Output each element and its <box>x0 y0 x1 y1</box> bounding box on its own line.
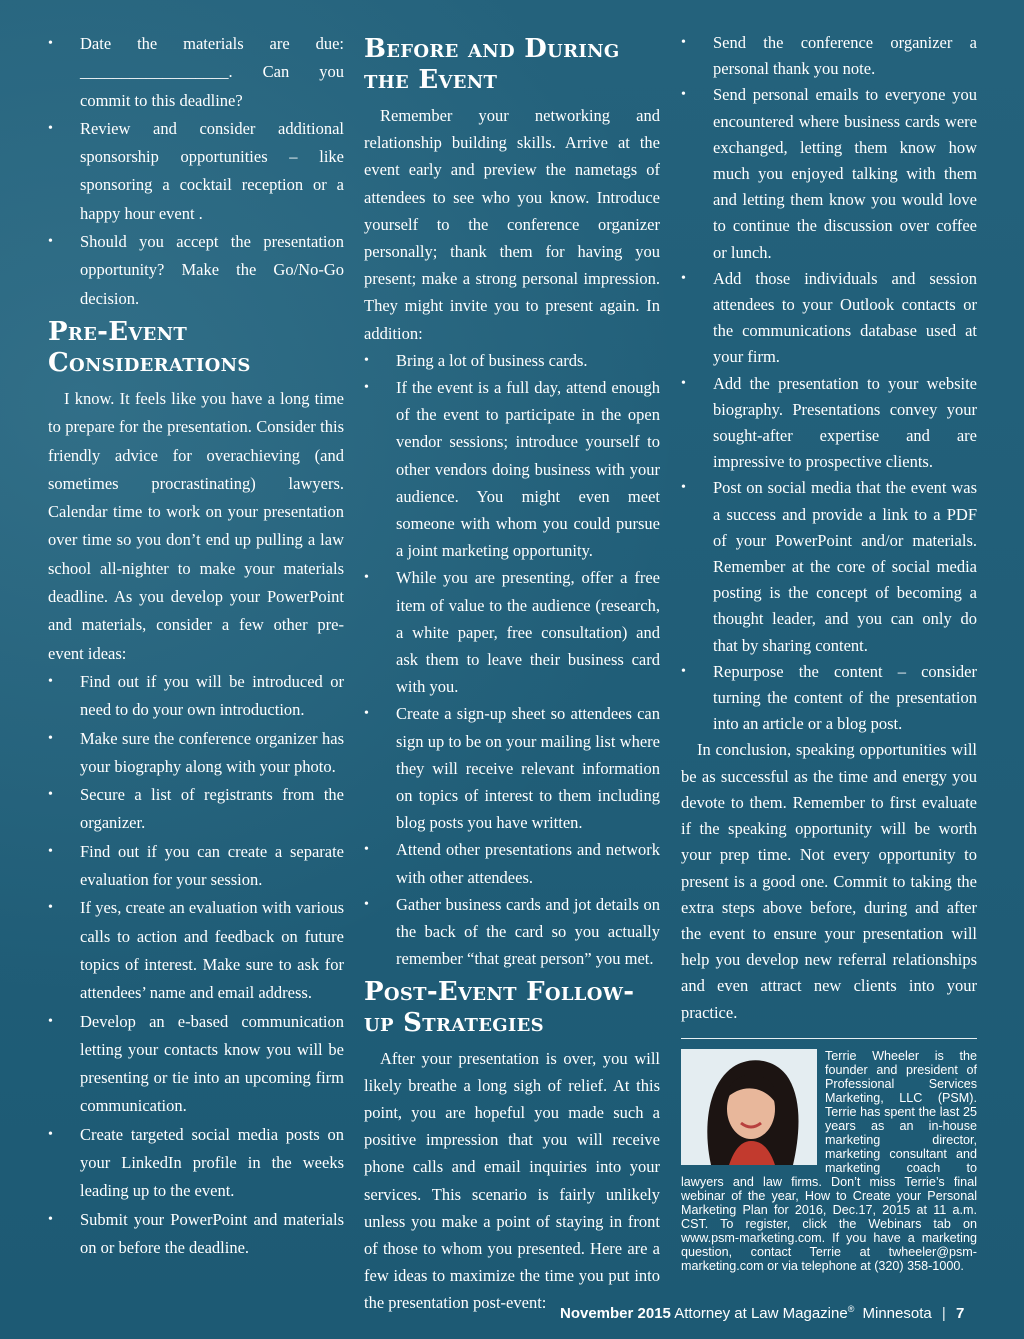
list-item: • Gather business cards and jot details on the back of the card so you actually remember “that great person” you met. <box>364 891 660 973</box>
edition-name: Minnesota <box>862 1305 932 1322</box>
heading-post-event: Post-Event Follow-up Strategies <box>364 976 635 1038</box>
list-item: • Should you accept the presentation opportunity? Make the Go/No-Go decision. <box>48 228 344 313</box>
list-item: • Bring a lot of business cards. <box>364 347 660 374</box>
post-event-list <box>681 30 977 737</box>
issue-date: November 2015 <box>560 1305 671 1322</box>
page-number: 7 <box>955 1305 965 1322</box>
pre-event-list <box>48 668 344 1262</box>
deadline-list <box>48 30 344 313</box>
pre-event-paragraph: I know. It feels like you have a long time to prepare for the presentation. Consider this friendly advice for overachieving (and sometimes procrastinating) lawyers. Calendar time to work on your presentation over time so you don’t end up pulling a law school all-nighter to make your materials deadline. As you develop your PowerPoint and materials, consider a few other pre-event ideas: <box>48 388 344 663</box>
column-3 <box>681 30 977 1273</box>
list-item: • If the event is a full day, attend enough of the event to participate in the open vendor sessions; introduce yourself to other vendors doing business with your audience. You might even meet someone with whom you could pursue a joint marketing opportunity. <box>364 374 660 564</box>
list-item: • Secure a list of registrants from the organizer. <box>48 781 344 838</box>
divider <box>681 1038 977 1039</box>
list-item: • While you are presenting, offer a free item of value to the audience (research, a white paper, free consultation) and ask them to leave their business card with you. <box>364 564 660 700</box>
column-1 <box>48 30 344 1262</box>
before-during-paragraph: Remember your networking and relationship building skills. Arrive at the event early and preview the nametags of attendees to see who you know. Introduce yourself to the conference organizer personally; thank them for having you present; make a strong personal impression. They might invite you to present again. In addition: <box>364 106 660 343</box>
list-item: • Find out if you will be introduced or need to do your own introduction. <box>48 668 344 725</box>
magazine-name: Attorney at Law Magazine <box>674 1305 848 1322</box>
list-item: • Create targeted social media posts on your LinkedIn profile in the weeks leading up to the event. <box>48 1121 344 1206</box>
list-item: • Make sure the conference organizer has your biography along with your photo. <box>48 725 344 782</box>
registered-mark: ® <box>847 1304 855 1314</box>
author-photo <box>681 1049 817 1165</box>
list-item: • Repurpose the content – consider turning the content of the presentation into an article or a blog post. <box>681 659 977 738</box>
list-item: • Send the conference organizer a personal thank you note. <box>681 30 977 82</box>
list-item: • Add the presentation to your website biography. Presentations convey your sought-after expertise and are impressive to prospective clients. <box>681 371 977 476</box>
list-item: • Submit your PowerPoint and materials on or before the deadline. <box>48 1206 344 1263</box>
list-item: • Find out if you can create a separate evaluation for your session. <box>48 838 344 895</box>
heading-pre-event: Pre-Event Considerations <box>48 316 251 378</box>
list-item: • Date the materials are due: __________________. Can you commit to this deadline? <box>48 30 344 115</box>
list-item: • Post on social media that the event was a success and provide a link to a PDF of your PowerPoint and/or materials. Remember at the core of social media posting is the concept of becoming a thought leader, and you can only do that by sharing content. <box>681 475 977 658</box>
list-item: • If yes, create an evaluation with various calls to action and feedback on future topics of interest. Make sure to ask for attendees’ name and email address. <box>48 894 344 1007</box>
list-item: • Send personal emails to everyone you encountered where business cards were exchanged, letting them know how much you enjoyed talking with them and letting them know you would love to continue the discussion over coffee or lunch. <box>681 82 977 265</box>
author-bio <box>681 1049 977 1273</box>
footer-separator: | <box>941 1305 946 1322</box>
list-item: • Create a sign-up sheet so attendees can sign up to be on your mailing list where they will receive relevant information on topics of interest to them including blog posts you have written. <box>364 700 660 836</box>
page-footer <box>560 1304 980 1322</box>
author-portrait <box>681 1049 817 1165</box>
conclusion-paragraph: In conclusion, speaking opportunities will be as successful as the time and energy you devote to them. Remember to first evaluate if the speaking opportunity will be worth your prep time. Not every opportunity to present is a good one. Commit to taking the extra steps above before, during and after the event to ensure your presentation will help you develop new referral relationships and even attract new clients into your practice. <box>681 740 977 1022</box>
heading-before-during: Before and During the Event <box>364 34 620 95</box>
before-during-list <box>364 347 660 973</box>
bio-text: Terrie Wheeler is the founder and president of Professional Services Marketing, LLC (PSM). Terrie has spent the last 25 years as an in-house marketing director, marketing consultant and marketing coach to lawyers and law firms. Don’t miss Terrie’s final webinar of the year, How to Create your Personal Marketing Plan for 2016, Dec.17, 2015 at 11 a.m. CST. To register, click the Webinars tab on www.psm-marketing.com. If you have a marketing question, contact Terrie at twheeler@psm-marketing.com or via telephone at (320) 358-1000. <box>681 1048 977 1273</box>
column-2 <box>364 30 660 1317</box>
list-item: • Review and consider additional sponsorship opportunities – like sponsoring a cocktail reception or a happy hour event . <box>48 115 344 228</box>
list-item: • Add those individuals and session attendees to your Outlook contacts or the communications database used at your firm. <box>681 266 977 371</box>
list-item: • Attend other presentations and network with other attendees. <box>364 836 660 890</box>
post-event-paragraph: After your presentation is over, you will likely breathe a long sigh of relief. At this point, you are hopeful you made such a positive impression that you will receive phone calls and email inquiries into your services. This scenario is fairly unlikely unless you make a point of staying in front of those to whom you presented. Here are a few ideas to maximize the time you put into the presentation post-event: <box>364 1048 660 1313</box>
list-item: • Develop an e-based communication letting your contacts know you will be presenting or tie into an upcoming firm communication. <box>48 1008 344 1121</box>
